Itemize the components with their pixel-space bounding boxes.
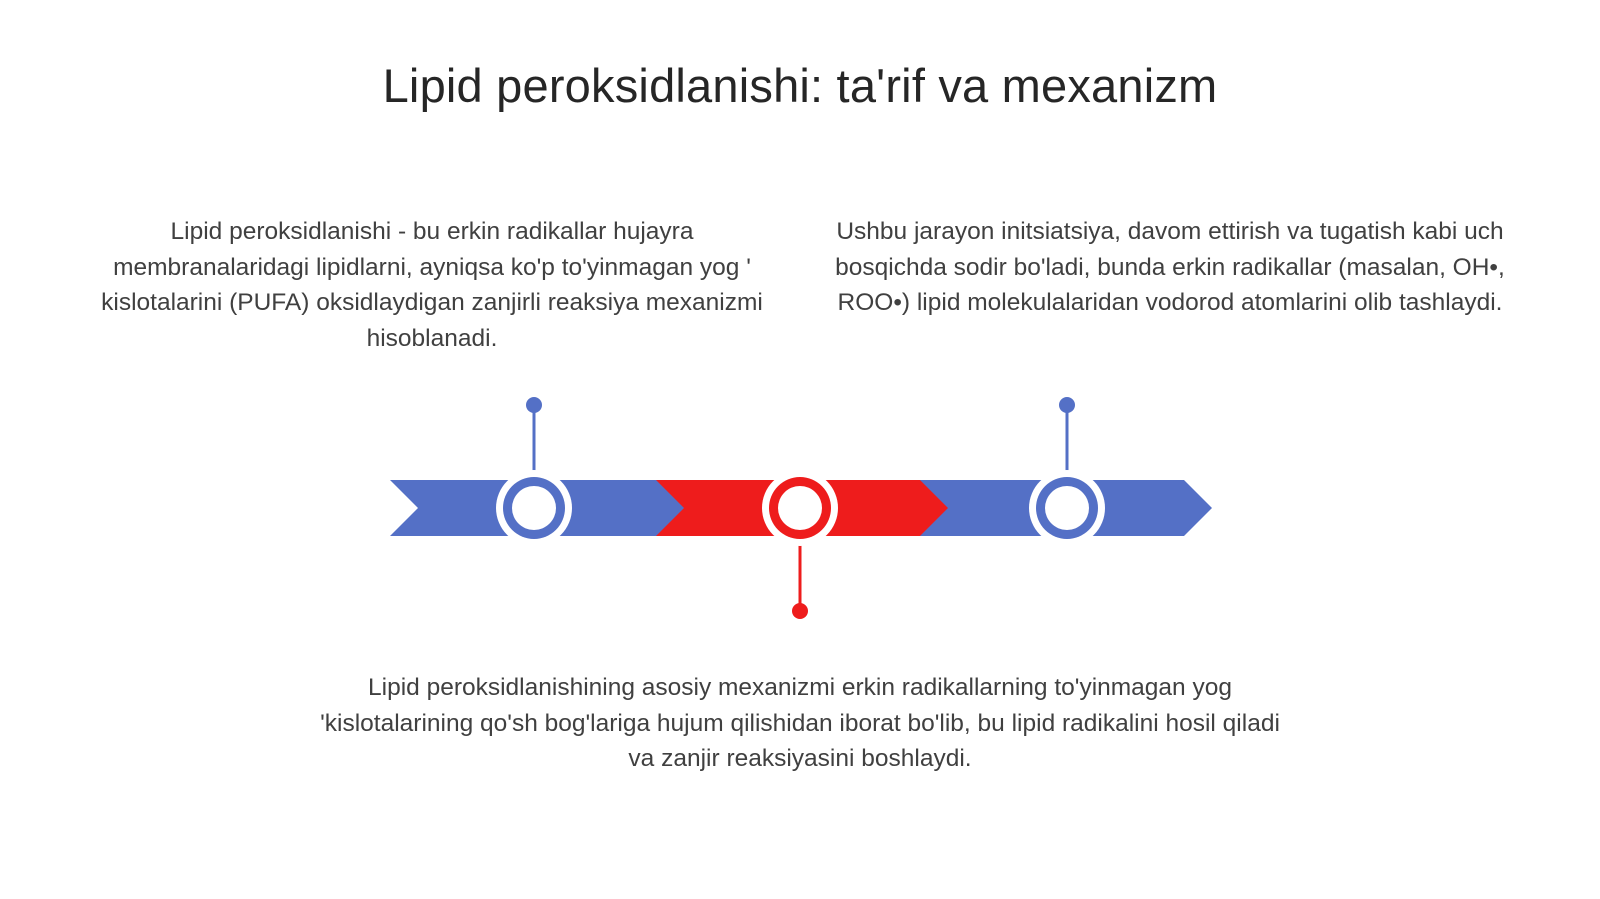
text-block-definition: Lipid peroksidlanishi - bu erkin radikallar hujayra membranalaridagi lipidlarni, ayniqsa ko'p to'yinmagan yog ' kislotalarini (PUFA) oksidlaydigan zanjirli reaksiya mexanizmi hisoblanadi. — [101, 218, 763, 352]
timeline-dot-3 — [1059, 397, 1075, 413]
timeline-dot-1 — [526, 397, 542, 413]
timeline-dot-2 — [792, 603, 808, 619]
timeline-marker-2 — [762, 470, 838, 546]
text-block-mechanism: Lipid peroksidlanishining asosiy mexanizmi erkin radikallarning to'yinmagan yog 'kislotalarining qo'sh bog'lariga hujum qilishidan iborat bo'lib, bu lipid radikalini hosil qiladi va zanjir reaksiyasini boshlaydi. — [320, 674, 1280, 772]
slide-title: Lipid peroksidlanishi: ta'rif va mexanizm — [382, 59, 1218, 112]
text-block-stages: Ushbu jarayon initsiatsiya, davom ettirish va tugatish kabi uch bosqichda sodir bo'ladi, bunda erkin radikallar (masalan, OH•, ROO•) lipid molekulalaridan vodorod atomlarini olib tashlaydi. — [835, 218, 1505, 316]
timeline-marker-1 — [496, 470, 572, 546]
timeline-marker-3 — [1029, 470, 1105, 546]
